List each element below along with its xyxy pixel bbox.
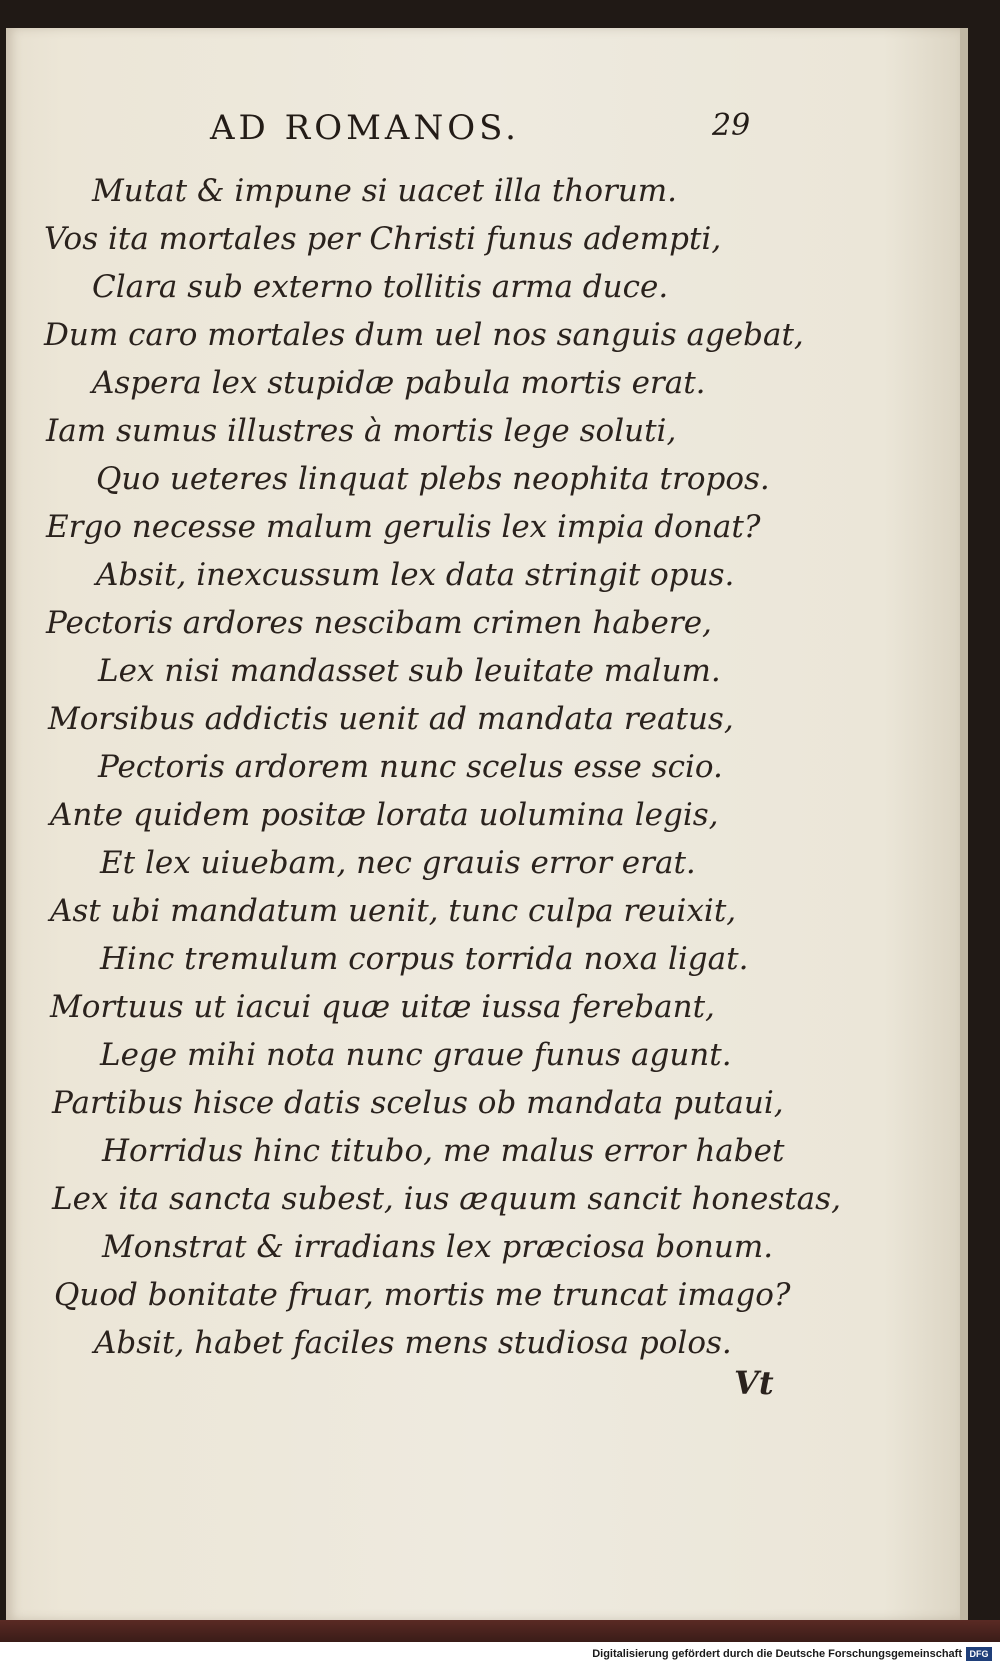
verse-line: Horridus hinc titubo, me malus error habet <box>102 1133 785 1169</box>
verse-line: Lege mihi nota nunc graue funus agunt. <box>100 1037 732 1073</box>
verse-line: Vos ita mortales per Christi funus adempti, <box>44 221 722 257</box>
catchword: Vt <box>734 1364 774 1402</box>
dfg-logo-icon: DFG <box>966 1647 992 1661</box>
verse-line: Et lex uiuebam, nec grauis error erat. <box>100 845 696 881</box>
verse-line: Lex ita sancta subest, ius æquum sancit honestas, <box>52 1181 841 1217</box>
verse-line: Hinc tremulum corpus torrida noxa ligat. <box>100 941 749 977</box>
verse-line: Ante quidem positæ lorata uolumina legis, <box>50 797 719 833</box>
verse-line: Partibus hisce datis scelus ob mandata putaui, <box>52 1085 784 1121</box>
verse-line: Pectoris ardorem nunc scelus esse scio. <box>98 749 723 785</box>
verse-line: Monstrat & irradians lex præciosa bonum. <box>102 1229 774 1265</box>
verse-line: Morsibus addictis uenit ad mandata reatus, <box>48 701 734 737</box>
verse-line: Dum caro mortales dum uel nos sanguis agebat, <box>44 317 804 353</box>
verse-line: Mortuus ut iacui quæ uitæ iussa ferebant, <box>50 989 715 1025</box>
verse-line: Iam sumus illustres à mortis lege soluti, <box>46 413 677 449</box>
verse-line: Absit, habet faciles mens studiosa polos. <box>94 1325 732 1361</box>
verse-line: Ast ubi mandatum uenit, tunc culpa reuixit, <box>50 893 737 929</box>
verse-line: Mutat & impune si uacet illa thorum. <box>92 173 678 209</box>
digitization-credit: Digitalisierung gefördert durch die Deutsche Forschungsgemeinschaft <box>592 1648 962 1660</box>
running-header: AD ROMANOS. <box>210 108 520 148</box>
page-number: 29 <box>712 108 751 143</box>
verse-line: Absit, inexcussum lex data stringit opus. <box>96 557 735 593</box>
verse-line: Clara sub externo tollitis arma duce. <box>92 269 669 305</box>
verse-line: Lex nisi mandasset sub leuitate malum. <box>98 653 721 689</box>
verse-line: Ergo necesse malum gerulis lex impia donat? <box>46 509 761 545</box>
verse-line: Pectoris ardores nescibam crimen habere, <box>46 605 712 641</box>
verse-line: Aspera lex stupidæ pabula mortis erat. <box>92 365 706 401</box>
verse-line: Quod bonitate fruar, mortis me truncat imago? <box>54 1277 791 1313</box>
page-edge-strip <box>0 1620 1000 1642</box>
verse-line: Quo ueteres linquat plebs neophita tropos. <box>96 461 770 497</box>
